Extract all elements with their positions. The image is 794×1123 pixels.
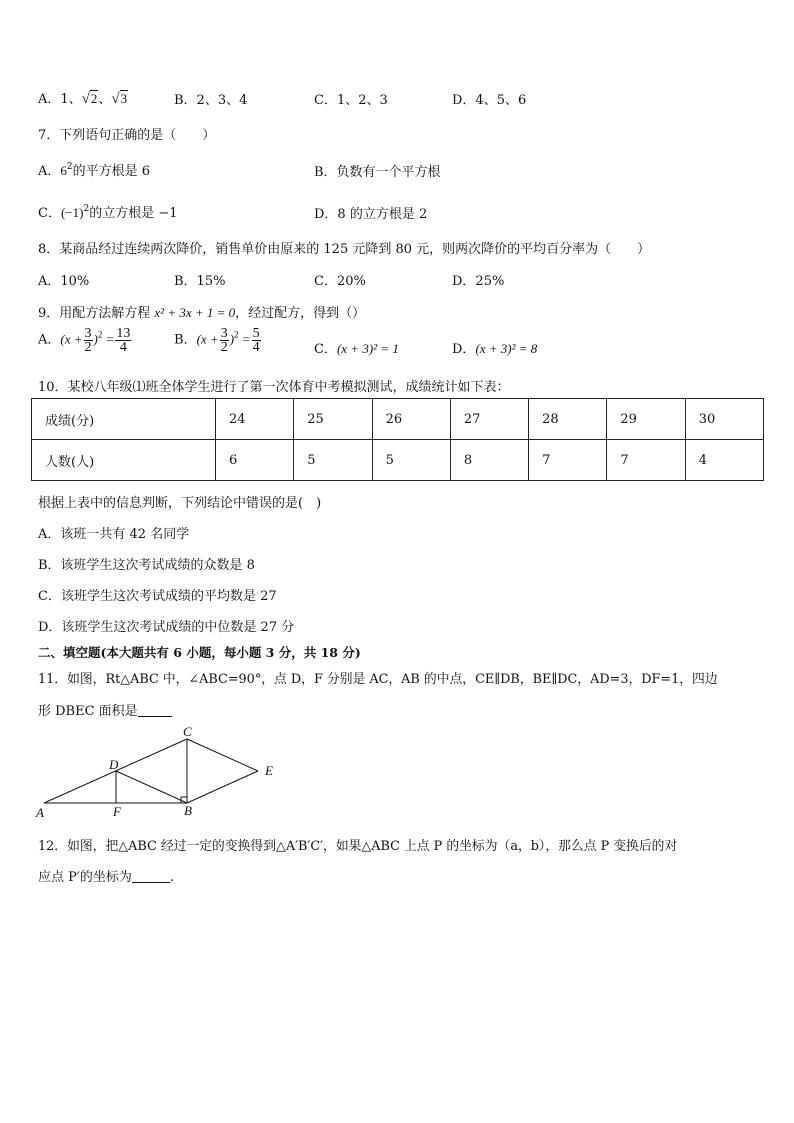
q6-option-a-sep: 、 bbox=[98, 92, 112, 107]
q9-a-label: A． bbox=[38, 332, 61, 348]
q7-c-label: C． bbox=[38, 206, 61, 221]
table-cell: 30 bbox=[685, 399, 763, 440]
q6-option-c: C．1、2、3 bbox=[314, 93, 388, 108]
q9-stem-post: ，经过配方，得到（） bbox=[235, 306, 366, 321]
table-cell: 7 bbox=[607, 440, 685, 481]
q9-b-den2: 4 bbox=[252, 340, 260, 355]
q9-b-num2: 5 bbox=[252, 326, 260, 341]
table-cell: 5 bbox=[294, 440, 372, 481]
q9-option-c bbox=[314, 338, 399, 357]
q8-option-c: C．20% bbox=[314, 274, 366, 289]
q9-a-frac1 bbox=[84, 327, 93, 354]
table-cell: 7 bbox=[529, 440, 607, 481]
q12-line2 bbox=[38, 866, 174, 885]
q10-stem: 10．某校八年级⑴班全体学生进行了第一次体育中考模拟测试，成绩统计如下表： bbox=[38, 380, 510, 395]
q10-option-a: A．该班一共有 42 名同学 bbox=[38, 527, 190, 542]
table-cell: 24 bbox=[216, 399, 294, 440]
table-header-scores: 成绩(分) bbox=[32, 399, 216, 440]
q8-option-a: A．10% bbox=[38, 274, 90, 289]
sqrt-2: √2 bbox=[81, 91, 98, 107]
q9-b-frac2 bbox=[252, 327, 261, 354]
q12-line2-end: . bbox=[169, 870, 174, 885]
q6-option-b: B．2、3、4 bbox=[174, 93, 248, 108]
q7-option-a bbox=[38, 160, 150, 179]
q9-b-label: B． bbox=[174, 332, 197, 348]
table-cell: 27 bbox=[450, 399, 528, 440]
sqrt-3: √3 bbox=[111, 91, 128, 107]
q6-option-a-label: A．1、 bbox=[38, 92, 82, 107]
table-cell: 28 bbox=[529, 399, 607, 440]
segment-ce bbox=[187, 739, 258, 771]
label-c: C bbox=[183, 724, 192, 739]
q9-a-frac2 bbox=[115, 327, 131, 354]
q11-line2-text: 形 DBEC 面积是 bbox=[38, 704, 138, 719]
q11-answer-blank bbox=[138, 704, 172, 717]
q8-stem: 8．某商品经过连续两次降价，销售单价由原来的 125 元降到 80 元，则两次降价的平均百分率为（ ） bbox=[38, 242, 651, 257]
q12-line2-text: 应点 P′的坐标为 bbox=[38, 870, 132, 885]
q6-option-d: D．4、5、6 bbox=[452, 93, 527, 108]
q9-stem-pre: 9．用配方法解方程 bbox=[38, 306, 155, 321]
table-cell: 8 bbox=[450, 440, 528, 481]
q12-answer-blank bbox=[132, 870, 170, 883]
q6-option-a bbox=[38, 88, 128, 108]
q9-b-num1: 3 bbox=[220, 326, 228, 341]
table-row-scores bbox=[32, 399, 764, 440]
q7-a-label: A． bbox=[38, 164, 61, 179]
q10-question: 根据上表中的信息判断，下列结论中错误的是( ) bbox=[38, 496, 322, 511]
q9-a-num1: 3 bbox=[84, 326, 92, 341]
q7-stem: 7．下列语句正确的是（ ） bbox=[38, 128, 216, 143]
q9-option-a: A．(x + $\frac{3}{2}$ )$^2$ = $\frac{13}{4}$ bbox=[38, 326, 131, 355]
segment-db bbox=[116, 771, 187, 803]
q9-option-b: B．(x + $\frac{3}{2}$ )$^2$ = $\frac{5}{4}$ bbox=[174, 326, 260, 355]
q12-line1: 12．如图，把△ABC 经过一定的变换得到△A′B′C′，如果△ABC 上点 P 的坐标为（a，b），那么点 P 变换后的对 bbox=[38, 839, 678, 854]
q7-option-b: B．负数有一个平方根 bbox=[314, 165, 441, 180]
table-row-counts bbox=[32, 440, 764, 481]
table-cell: 4 bbox=[685, 440, 763, 481]
label-e: E bbox=[265, 763, 273, 778]
table-cell: 5 bbox=[372, 440, 450, 481]
q9-c-label: C． bbox=[314, 342, 337, 357]
q7-c-base: (−1) bbox=[60, 205, 84, 220]
score-table bbox=[31, 398, 764, 481]
label-a: A bbox=[36, 805, 44, 820]
q7-a-exp: 2 bbox=[66, 162, 73, 172]
q9-b-frac1 bbox=[220, 327, 229, 354]
q10-option-b: B．该班学生这次考试成绩的众数是 8 bbox=[38, 558, 255, 573]
q11-line1: 11．如图，Rt△ABC 中，∠ABC=90°，点 D，F 分别是 AC，AB 的中点，CE∥DB，BE∥DC，AD=3，DF=1，四边 bbox=[38, 672, 718, 687]
label-d: D bbox=[109, 757, 119, 772]
q7-a-base: 6 bbox=[60, 163, 67, 178]
section-title: 二、填空题(本大题共有 6 小题，每小题 3 分，共 18 分) bbox=[38, 645, 361, 660]
q9-stem bbox=[38, 302, 365, 321]
q8-option-b: B．15% bbox=[174, 274, 226, 289]
q7-c-text: 的立方根是 −1 bbox=[89, 206, 178, 221]
segment-be bbox=[187, 771, 258, 803]
label-f: F bbox=[113, 804, 121, 819]
q9-a-den1: 2 bbox=[84, 340, 92, 355]
q9-a-den2: 4 bbox=[119, 340, 127, 355]
q9-c-expr: (x + 3)² = 1 bbox=[336, 341, 399, 356]
q7-c-exp: 2 bbox=[83, 204, 90, 214]
table-header-counts: 人数(人) bbox=[32, 440, 216, 481]
q9-equation: x² + 3x + 1 = 0 bbox=[154, 305, 236, 320]
q8-option-d: D．25% bbox=[452, 274, 505, 289]
table-cell: 25 bbox=[294, 399, 372, 440]
table-cell: 26 bbox=[372, 399, 450, 440]
q9-d-expr: (x + 3)² = 8 bbox=[475, 341, 538, 356]
label-b: B bbox=[184, 803, 192, 818]
q10-option-c: C．该班学生这次考试成绩的平均数是 27 bbox=[38, 589, 277, 604]
table-cell: 6 bbox=[216, 440, 294, 481]
q10-option-d: D．该班学生这次考试成绩的中位数是 27 分 bbox=[38, 620, 295, 635]
q11-line2 bbox=[38, 700, 172, 719]
sqrt-2-radicand: 2 bbox=[90, 91, 98, 106]
q9-b-den1: 2 bbox=[220, 340, 228, 355]
q9-a-num2: 13 bbox=[116, 326, 131, 341]
q7-a-text: 的平方根是 6 bbox=[72, 164, 151, 179]
geometry-figure bbox=[30, 724, 290, 820]
q9-option-d bbox=[452, 338, 537, 357]
sqrt-3-radicand: 3 bbox=[120, 91, 128, 106]
table-cell: 29 bbox=[607, 399, 685, 440]
q7-option-d: D．8 的立方根是 2 bbox=[314, 207, 428, 222]
q9-d-label: D． bbox=[452, 342, 476, 357]
q7-option-c bbox=[38, 202, 177, 221]
